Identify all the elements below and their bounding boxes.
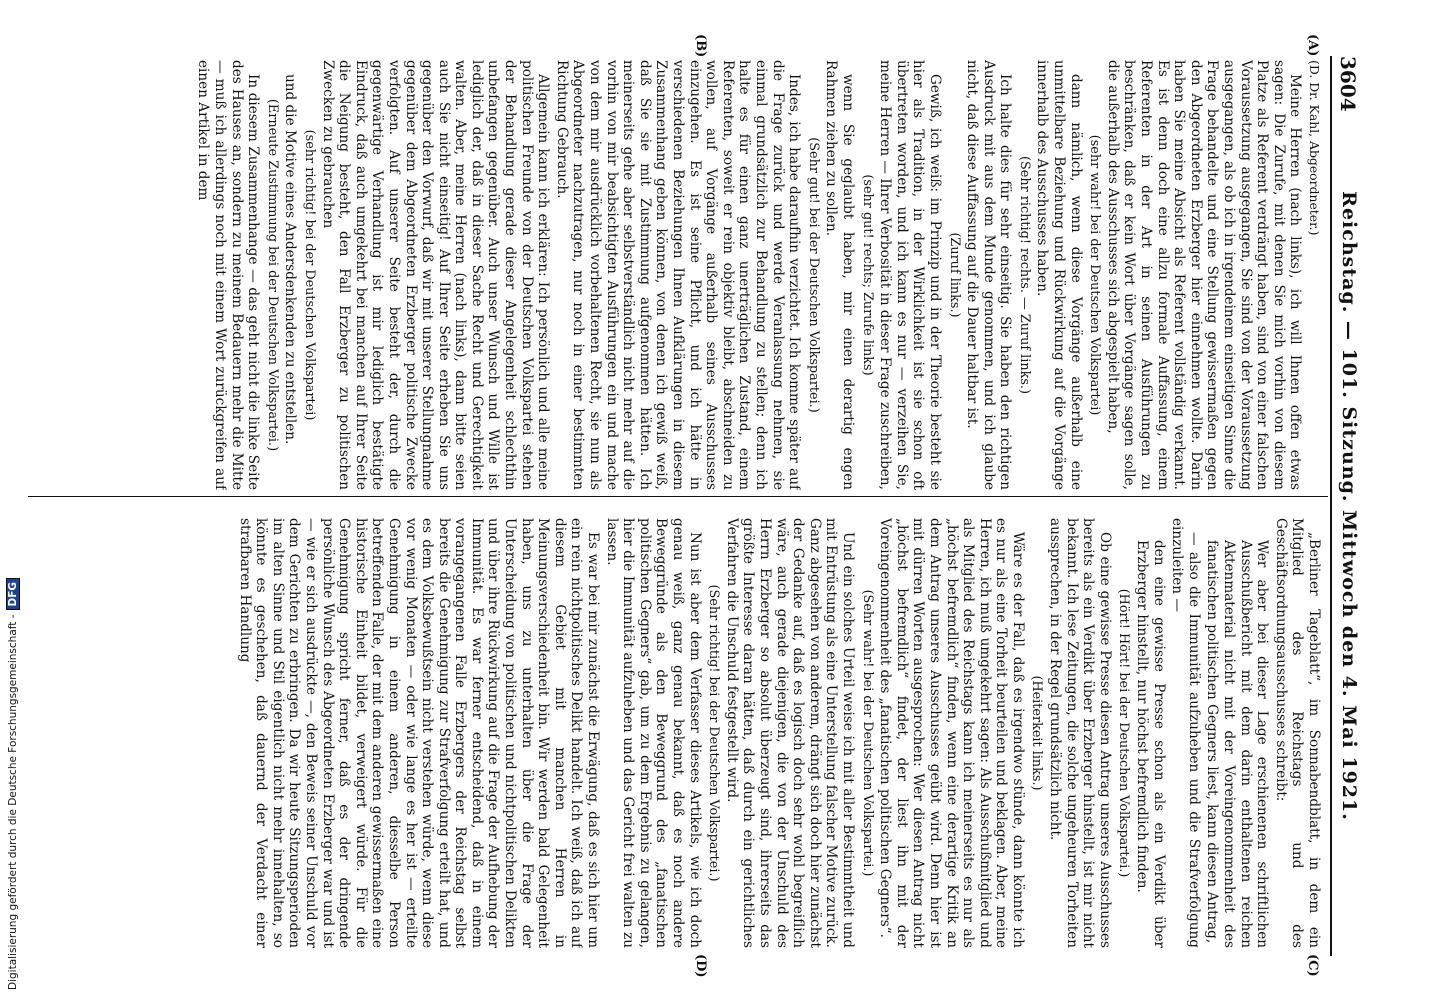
interjection: (Sehr richtig! rechts. — Zuruf links.) <box>1016 156 1032 394</box>
paragraph: Gewiß, ich weiß: im Prinzip und in der Theorie besteht sie hier als Tradition, in der Wirklichkeit ist sie schon oft übertreten worden, und ich kann es nur — verzeihen Sie, meine Herren — Ihrer Verbosität in dieser Frage zuschreiben, <box>877 60 943 490</box>
paragraph: „Berliner Tageblatt“, im Sonnabendblatt, in dem ein Mitglied des Reichstags und des Geschäftsordnungsausschusses schreibt: <box>1272 518 1322 948</box>
digitization-credit <box>4 0 22 1000</box>
page-number: 3604 <box>1336 56 1360 112</box>
paragraph: Wäre es der Fall, daß es irgendwo stünde, dann könnte ich es nur als eine Torheit beurteilen und beklagen. Aber, meine Herren, ich muß umgekehrt sagen: Als Ausschußmitglied und als Mitglied des Reichstags kann ich meinerseits es nur als „höchst befremdlich“ finden, wenn eine derartige Kritik an dem Antrag unseres Ausschusses geübt wird. Denn hier ist mit dürren Worten ausgesprochen: Wer diesen Antrag nicht „höchst befremdlich“ findet, der liest ihn mit der Voreingenommenheit des „fanatischen politischen Gegners“. <box>877 518 1026 948</box>
interjection: (sehr wahr! bei der Deutschen Volkspartei) <box>1087 134 1103 416</box>
paragraph: wenn Sie geglaubt haben, mir einen derartig engen Rahmen ziehen zu sollen. <box>823 60 856 490</box>
dfg-logo: DFG <box>6 578 20 611</box>
document-page <box>12 26 1372 986</box>
right-column <box>26 518 1322 948</box>
paragraph: Ob eine gewisse Presse diesen Antrag unseres Ausschusses bereits als ein Verdikt über Erzberger hinstellt, ist mir nicht bekannt. Ich lese Zeitungen, die solche ungeheuren Torheiten aussprechen, in der Regel grundsätzlich nicht. <box>1047 518 1113 948</box>
paragraph: — also die Immunität aufzuheben und die Strafverfolgung einzuleiten — <box>1169 518 1202 948</box>
paragraph: und die Motive eines Andersdenkenden zu entstellen. <box>282 74 299 445</box>
interjection: (sehr gut! rechts; Zurufe links) <box>859 174 875 376</box>
paragraph: Nun ist aber dem Verfasser dieses Artikels, wie ich doch genau weiß, ganz genau bekannt, daß es noch andere Beweggründe als den Beweggrund des „fanatischen politischen Gegners“ gab, um zu dem Ergebnis zu gelangen, hier die Immunität aufzuheben und das Gericht frei walten zu lassen. <box>603 518 703 948</box>
left-column <box>26 60 1322 490</box>
paragraph: Und ein solches Urteil weise ich mit aller Bestimmtheit und mit Entrüstung als eine Unterstellung falscher Motive zurück. Ganz abgesehen von anderem, drängt sich doch hier zunächst der Gedanke auf, daß es logisch doch sehr wohl begreiflich wäre, auch gerade diejenigen, die von der Unschuld des Herrn Erzberger so absolut überzeugt sind, ihrerseits das größte Interesse daran hätten, daß durch ein gerichtliches Verfahren die Unschuld festgestellt wird. <box>723 518 856 948</box>
interjection: (Sehr gut! bei der Deutschen Volkspartei.) <box>805 137 821 413</box>
quotation: den eine gewisse Presse schon als ein Verdikt über Erzberger hinstellt, nur höchst befremdlich finden. <box>1134 540 1167 948</box>
paragraph: dann nämlich, wenn diese Vorgänge außerhalb eine unmittelbare Beziehung und Rückwirkung auf die Vorgänge innerhalb des Ausschusses haben. <box>1034 60 1084 490</box>
margin-mark-a: (A) <box>1305 34 1320 57</box>
column-divider <box>28 496 1328 497</box>
running-title: Reichstag. — 101. Sitzung. Mittwoch den 4. Mai 1921. <box>1338 191 1360 821</box>
credit-line <box>6 10 20 990</box>
margin-mark-c: (C) <box>1305 954 1320 977</box>
interjection: (Erneute Zustimmung bei der Deutschen Volkspartei.) <box>264 98 280 452</box>
quotation: Wer aber bei dieser Lage erschienenen schriftlichen Ausschußbericht mit dem darin enthaltenen reichen Aktenmaterial nicht mit der Voreingenommenheit des fanatischen politischen Gegners liest, kann diesen Antrag, <box>1204 540 1271 948</box>
interjection: (sehr richtig! bei der Deutschen Volkspartei) <box>301 129 317 421</box>
paragraph: Indes, ich habe daraufhin verzichtet. Ich komme später auf die Frage zurück und werde Veranlassung nehmen, sie einmal grundsätzlich zur Behandlung zu stellen; denn ich halte es für einen ganz unerträglichen Zustand, einem Referenten, soweit er rein objektiv bleibt, abschneiden zu wollen, auf Vorgänge außerhalb seines Ausschusses einzugehen. Es ist seine Pflicht, und ich hätte in verschiedenen Beziehungen Ihnen Aufklärungen in diesem Zusammenhang geben können, von denen ich gewiß weiß, daß Sie sie mit Zustimmung aufgenommen hätten. Ich meinerseits gehe aber selbstverständlich nicht mehr auf die vorhin von mir beabsichtigten Ausführungen ein und mache von dem mir ausdrücklich vorbehaltenen Recht, sie nun als Abgeordneter nachzutragen, nur noch in einer bestimmten Richtung Gebrauch. <box>553 60 803 490</box>
margin-mark-b: (B) <box>693 34 708 58</box>
interjection: (Sehr wahr! bei der Deutschen Volkspartei.) <box>859 589 875 877</box>
margin-mark-d: (D) <box>693 954 708 978</box>
interjection: (Zuruf links.) <box>946 232 962 318</box>
running-header <box>1330 56 1366 956</box>
paragraph: Ich halte dies für sehr einseitig. Sie haben den richtigen Ausdruck mit aus dem Munde genommen, und ich glaube nicht, daß diese Auffassung auf die Dauer haltbar ist. <box>964 60 1014 490</box>
interjection: (Heiterkeit links.) <box>1029 675 1045 791</box>
paragraph: Meine Herren (nach links), ich will Ihnen offen etwas sagen: Die Zurufe, mit denen Sie mich vorhin von diesem Platze als Referent verdrängt haben, sind von einer falschen Voraussetzung ausgegangen, Sie sind von der Voraussetzung ausgegangen, als ob ich in irgendeinem einseitigen Sinne die Frage behandelte und eine Stellung gewissermaßen gegen den Abgeordneten Erzberger hier einnehmen wollte. Darin haben Sie meine Absicht als Referent vollständig verkannt. Es ist denn doch eine allzu formale Auffassung, einem Referenten in der Art in seinen Ausführungen zu beschränken, daß er kein Wort über Vorgänge sagen solle, die außerhalb des Ausschusses sich abgespielt haben, <box>1104 60 1304 490</box>
credit-text: Digitalisierung gefördert durch die Deutsche Forschungsgemeinschaft - <box>7 614 19 990</box>
paragraph: Es war bei mir zunächst die Erwägung, daß es sich hier um ein rein nichtpolitisches Delikt handelt. Ich weiß, daß ich auf diesem Gebiet mit manchen Herren in Meinungsverschiedenheit bin. Wir werden bald Gelegenheit haben, uns zu unterhalten über die Frage der Unterscheidung von politischen und nichtpolitischen Delikten und über ihre Rückwirkung auf die Frage der Aufhebung der Immunität. Es war ferner entscheidend, daß in einem vorangegangenen Falle Erzbergers der Reichstag selbst bereits die Genehmigung zur Strafverfolgung erteilt hat, und es dem Volksbewußtsein nicht verstehen würde, wenn diese vor wenig Monaten — oder wie lange es her ist — erteilte Genehmigung in einem anderen, diesselbe Person betreffenden Falle, der mit dem anderen gewissermaßen eine historische Einheit bildet, verweigert würde. Für die Genehmigung spricht ferner, daß es der dringende persönliche Wunsch des Abgeordneten Erzberger war und ist — wie er sich ausdrückte —, den Beweis seiner Unschuld vor dem Gerichten zu erbringen. Da wir heute Sitzungsperioden im alten Sinne und Stil eigentlich nicht mehr innehalten, so könnte es geschehen, daß dauernd der Verdacht einer strafbaren Handlung <box>236 518 602 948</box>
interjection: (Sehr richtig! bei der Deutschen Volkspartei.) <box>706 584 722 882</box>
interjection: (Hört! Hört! bei der Deutschen Volkspartei.) <box>1116 588 1132 878</box>
speaker-note: (D. Dr. Kahl, Abgeordneter.) <box>1307 60 1322 236</box>
paragraph: In diesem Zusammenhange — das geht nicht die linke Seite des Hauses an, sondern zu meinem Bedauern mehr die Mitte — muß ich allerdings noch mit einem Wort zurückgreifen auf einen Artikel in dem <box>195 60 262 490</box>
paragraph: Allgemein kann ich erklären: Ich persönlich und alle meine politischen Freunde von der Deutschen Volkspartei stehen der Behandlung gerade dieser Angelegenheit schlechthin unbefangen gegenüber. Auch unser Wunsch und Wille ist lediglich der, daß in dieser Sache Recht und Gerechtigkeit walten. Aber, meine Herren (nach links), dann bitte seien auch Sie nicht einseitig! Auf Ihrer Seite erheben Sie uns gegenüber den Vorwurf, daß wir mit unserer Stellungnahme gegenüber dem Abgeordneten Erzberger politische Zwecke verfolgten. Auf unserer Seite besteht der, durch die gegenwärtige Verhandlung ist mir lediglich bestätigte Eindruck, daß auch umgekehrt bei manchen auf Ihrer Seite die Neigung besteht, den Fall Erzberger zu politischen Zwecken zu gebrauchen <box>319 60 552 490</box>
